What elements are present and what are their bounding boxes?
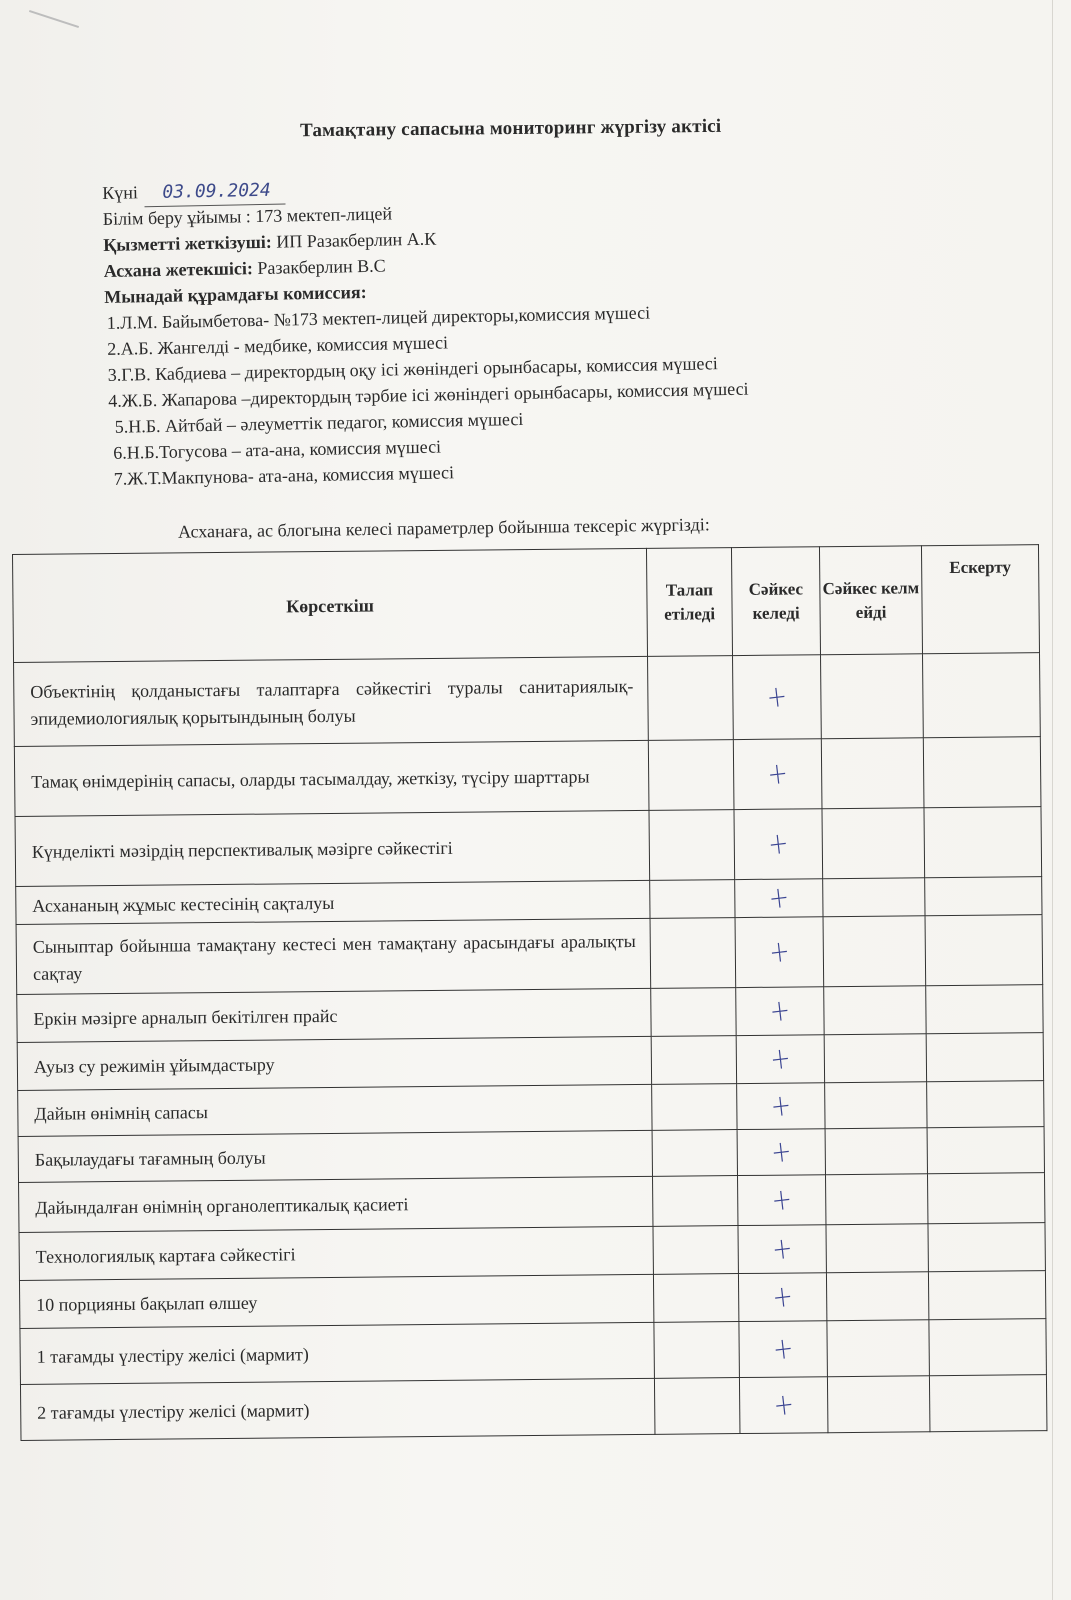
not-complies-cell	[824, 986, 926, 1035]
date-label: Күні	[102, 182, 139, 203]
canteen-value: Разакберлин В.С	[257, 255, 386, 279]
header-complies: Сәйкес келеді	[731, 547, 820, 656]
table-row	[14, 737, 1041, 817]
required-cell	[652, 1130, 737, 1177]
required-cell	[651, 1036, 736, 1085]
indicator-cell: Күнделікті мәзірдің перспективалық мәзірге сәйкестігі	[15, 810, 650, 886]
complies-cell	[737, 1129, 825, 1176]
header-required: Талап етіледі	[646, 548, 732, 657]
check-plus-mark: +	[768, 1040, 793, 1078]
not-complies-cell	[827, 1376, 930, 1433]
note-cell	[928, 1271, 1045, 1320]
table-row	[20, 1375, 1046, 1441]
required-cell	[652, 1084, 737, 1131]
document-meta	[102, 164, 928, 492]
not-complies-cell	[824, 1034, 926, 1083]
complies-cell	[734, 809, 823, 880]
indicator-cell: Объектінің қолданыстағы талаптарға сәйкестігі туралы санитариялық-эпидемиологиялық қорытындының болуы	[14, 656, 649, 746]
header-indicator: Көрсеткіш	[13, 548, 648, 662]
check-plus-mark: +	[768, 1087, 793, 1125]
check-plus-mark: +	[766, 825, 791, 863]
commission-member: 3.Г.В. Кабдиева – директордың оқу ісі жөніндегі орынбасары, комиссия мүшесі	[107, 353, 718, 385]
complies-cell	[738, 1273, 826, 1322]
check-plus-mark: +	[766, 879, 791, 917]
complies-cell	[737, 1175, 825, 1226]
required-cell	[648, 740, 734, 811]
complies-cell	[733, 739, 822, 810]
complies-cell	[739, 1377, 828, 1434]
required-cell	[648, 656, 734, 741]
commission-member: 7.Ж.Т.Макпунова- ата-ана, комиссия мүшесі	[113, 462, 455, 489]
check-plus-mark: +	[767, 992, 792, 1030]
not-complies-cell	[822, 808, 925, 879]
date-value: 03.09.2024	[144, 177, 285, 207]
complies-cell	[735, 917, 824, 988]
table-row	[15, 807, 1042, 887]
not-complies-cell	[827, 1320, 930, 1377]
check-plus-mark: +	[770, 1278, 795, 1316]
commission-member: 1.Л.М. Байымбетова- №173 мектеп-лицей директоры,комиссия мүшесі	[106, 302, 651, 333]
note-cell	[922, 653, 1040, 738]
check-plus-mark: +	[769, 1133, 794, 1171]
note-cell	[928, 1223, 1045, 1272]
complies-cell	[736, 1035, 824, 1084]
commission-member: 2.А.Б. Жангелді - медбике, комиссия мүшесі	[107, 332, 449, 359]
indicator-cell: Дайын өнімнің сапасы	[18, 1084, 652, 1136]
not-complies-cell	[825, 1082, 927, 1129]
complies-cell	[733, 655, 822, 740]
check-plus-mark: +	[771, 1330, 796, 1368]
indicator-cell: Асхананың жұмыс кестесінің сақталуы	[16, 880, 650, 924]
check-plus-mark: +	[769, 1181, 794, 1219]
table-row	[16, 915, 1043, 995]
indicator-cell: Технологиялық картаға сәйкестігі	[19, 1226, 653, 1280]
complies-cell	[737, 1083, 825, 1130]
note-cell	[926, 985, 1043, 1034]
required-cell	[653, 1176, 738, 1227]
required-cell	[650, 880, 735, 919]
table-header-row	[13, 545, 1040, 663]
note-cell	[924, 807, 1042, 878]
not-complies-cell	[821, 654, 924, 739]
required-cell	[651, 988, 736, 1037]
note-cell	[927, 1081, 1044, 1128]
intro-text: Асханаға, ас блогына келесі параметрлер бойынша тексеріс жүргізді:	[177, 514, 710, 542]
document-title: Тамақтану сапасына мониторинг жүргізу актісі	[299, 115, 722, 142]
required-cell	[653, 1274, 738, 1323]
indicator-cell: Тамақ өнімдерінің сапасы, оларды тасымалдау, жеткізу, түсіру шарттары	[14, 740, 649, 816]
note-cell	[923, 737, 1041, 808]
required-cell	[650, 918, 736, 989]
note-cell	[926, 1033, 1043, 1082]
commission-member: 6.Н.Б.Тогусова – ата-ана, комиссия мүшесі	[113, 436, 442, 463]
commission-member: 5.Н.Б. Айтбай – әлеуметтік педагог, комиссия мүшесі	[114, 408, 524, 437]
commission-member: 4.Ж.Б. Жапарова –директордың тәрбие ісі жөніндегі орынбасары, комиссия мүшесі	[108, 378, 749, 411]
required-cell	[654, 1322, 740, 1379]
page-edge	[1052, 0, 1053, 1600]
table-row	[20, 1319, 1046, 1385]
inspection-table-wrap	[12, 544, 1046, 1441]
complies-cell	[739, 1321, 828, 1378]
table-row	[14, 653, 1041, 747]
complies-cell	[738, 1225, 826, 1274]
indicator-cell: Еркін мәзірге арналып бекітілген прайс	[17, 988, 651, 1042]
note-cell	[929, 1375, 1047, 1432]
not-complies-cell	[826, 1272, 928, 1321]
not-complies-cell	[823, 916, 926, 987]
complies-cell	[736, 987, 824, 1036]
check-plus-mark: +	[770, 1230, 795, 1268]
note-cell	[927, 1127, 1044, 1174]
not-complies-cell	[821, 738, 924, 809]
indicator-cell: Ауыз су режимін ұйымдастыру	[17, 1036, 651, 1090]
required-cell	[649, 810, 735, 881]
required-cell	[653, 1226, 738, 1275]
note-cell	[925, 915, 1043, 986]
not-complies-cell	[825, 1128, 927, 1175]
header-note: Ескерту	[921, 545, 1039, 654]
not-complies-cell	[823, 878, 925, 917]
check-plus-mark: +	[771, 1386, 796, 1424]
required-cell	[654, 1378, 740, 1435]
note-cell	[929, 1319, 1047, 1376]
provider-label: Қызметті жеткізуші:	[103, 231, 273, 255]
commission-label: Мынадай құрамдағы комиссия:	[104, 281, 367, 307]
header-not-complies: Сәйкес келмейді	[819, 546, 922, 655]
indicator-cell: 2 тағамды үлестіру желісі (мармит)	[20, 1378, 655, 1440]
org-line: Білім беру ұйымы : 173 мектеп-лицей	[102, 203, 393, 229]
inspection-table	[12, 544, 1047, 1441]
scan-mark	[29, 10, 79, 28]
complies-cell	[735, 879, 823, 918]
indicator-cell: 10 порцияны бақылап өлшеу	[19, 1274, 653, 1328]
indicator-cell: Дайындалған өнімнің органолептикалық қасиеті	[19, 1176, 653, 1232]
provider-value: ИП Разакберлин А.К	[276, 228, 437, 252]
note-cell	[927, 1173, 1044, 1224]
indicator-cell: Бақылаудағы тағамның болуы	[18, 1130, 652, 1182]
check-plus-mark: +	[764, 678, 789, 716]
check-plus-mark: +	[767, 933, 792, 971]
indicator-cell: 1 тағамды үлестіру желісі (мармит)	[20, 1322, 655, 1384]
check-plus-mark: +	[765, 755, 790, 793]
not-complies-cell	[826, 1224, 928, 1273]
note-cell	[925, 877, 1042, 916]
canteen-label: Асхана жетекшісі:	[103, 258, 254, 281]
indicator-cell: Сыныптар бойынша тамақтану кестесі мен тамақтану арасындағы аралықты сақтау	[16, 918, 651, 994]
not-complies-cell	[825, 1174, 927, 1225]
